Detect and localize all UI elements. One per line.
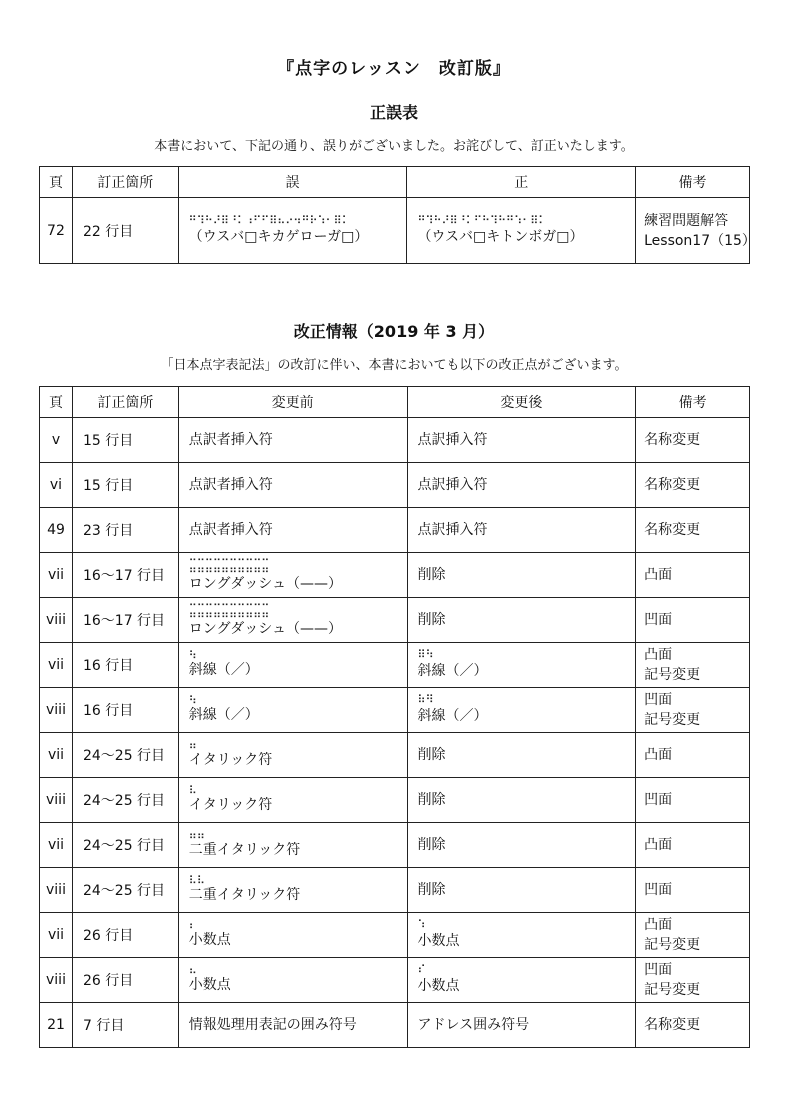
after-cell <box>407 913 636 958</box>
location-cell: 22 行目 <box>72 198 178 264</box>
document-title: 『点字のレッスン 改訂版』 <box>277 59 511 79</box>
after-text: 斜線（／） <box>417 708 488 724</box>
note-line-2: 記号変更 <box>644 937 701 953</box>
after-cell <box>407 418 636 463</box>
after-cell <box>407 643 636 688</box>
after-braille: ⠷⠻ <box>417 693 434 706</box>
note-cell <box>636 733 750 778</box>
page-cell: vii <box>40 553 73 598</box>
before-cell <box>178 733 407 778</box>
revision-col-location: 訂正箇所 <box>72 387 178 418</box>
note-line-1: 練習問題解答 <box>644 212 729 229</box>
page-cell: vi <box>40 463 73 508</box>
before-cell <box>178 868 407 913</box>
revision-note: 「日本点字表記法」の改訂に伴い、本書においても以下の改正点がございます。 <box>160 358 628 373</box>
location-cell: 24～25 行目 <box>72 868 178 913</box>
location-cell: 24～25 行目 <box>72 778 178 823</box>
before-cell <box>178 958 407 1003</box>
after-cell <box>407 463 636 508</box>
before-cell <box>178 463 407 508</box>
page-cell: v <box>40 418 73 463</box>
before-braille: ⠦ <box>188 963 197 977</box>
note-line-1: 名称変更 <box>644 432 701 448</box>
revision-row <box>40 553 750 598</box>
note-line-1: 名称変更 <box>644 1017 701 1033</box>
before-text: 二重イタリック符 <box>188 886 301 903</box>
revision-table <box>39 386 750 1048</box>
after-cell <box>407 958 636 1003</box>
note-line-1: 名称変更 <box>644 477 701 493</box>
note-line-1: 凸面 <box>644 837 673 853</box>
before-cell <box>178 508 407 553</box>
revision-row <box>40 598 750 643</box>
note-cell <box>636 463 750 508</box>
after-cell <box>407 778 636 823</box>
after-text: 小数点 <box>417 933 460 949</box>
revision-row <box>40 868 750 913</box>
note-line-1: 凹面 <box>644 692 673 708</box>
before-text: 点訳者挿入符 <box>188 432 273 448</box>
errata-col-wrong: 誤 <box>178 167 407 198</box>
before-text: ロングダッシュ（——） <box>188 576 342 592</box>
note-cell <box>636 598 750 643</box>
before-text: 二重イタリック符 <box>188 841 301 858</box>
after-cell <box>407 598 636 643</box>
note-cell <box>636 418 750 463</box>
revision-row <box>40 463 750 508</box>
location-cell: 16～17 行目 <box>72 553 178 598</box>
after-text: 斜線（／） <box>417 663 488 679</box>
before-text: 情報処理用表記の囲み符号 <box>188 1017 357 1033</box>
after-text: 削除 <box>417 837 446 853</box>
note-line-1: 凸面 <box>644 647 673 663</box>
note-line-2: 記号変更 <box>644 667 701 683</box>
revision-row <box>40 643 750 688</box>
errata-col-right: 正 <box>407 167 636 198</box>
page-cell: vii <box>40 733 73 778</box>
before-braille: ⠒⠒⠒⠒⠒⠒⠒⠒⠒⠒ ⠶⠶⠶⠶⠶⠶⠶⠶⠶⠶ <box>188 599 270 621</box>
after-text: 削除 <box>417 792 446 808</box>
before-text: 点訳者挿入符 <box>188 477 273 493</box>
note-cell <box>636 508 750 553</box>
note-line-2: 記号変更 <box>644 982 701 998</box>
location-cell: 16 行目 <box>72 688 178 733</box>
revision-header-row <box>40 387 750 418</box>
page-cell: 21 <box>40 1003 73 1048</box>
wrong-braille: ⠛⠹⠓⠜⠿⠘⠅⠰⠋⠋⠿⠦⠔⠲⠛⠗⠱⠂⠿⠅ <box>188 213 350 227</box>
page-cell: viii <box>40 778 73 823</box>
revision-row <box>40 958 750 1003</box>
before-cell <box>178 553 407 598</box>
location-cell: 15 行目 <box>72 463 178 508</box>
note-cell <box>636 823 750 868</box>
after-cell <box>407 553 636 598</box>
errata-row <box>40 198 750 264</box>
note-line-1: 凹面 <box>644 612 673 628</box>
location-cell: 24～25 行目 <box>72 823 178 868</box>
wrong-text: （ウスバ□キカゲローガ□） <box>188 228 369 245</box>
wrong-cell <box>178 198 407 264</box>
revision-row <box>40 418 750 463</box>
after-text: 削除 <box>417 882 446 898</box>
after-text: 削除 <box>417 612 446 628</box>
note-cell <box>636 913 750 958</box>
errata-col-page: 頁 <box>40 167 73 198</box>
after-braille: ⠱ <box>417 918 426 931</box>
errata-col-location: 訂正箇所 <box>72 167 178 198</box>
after-cell <box>407 733 636 778</box>
before-cell <box>178 598 407 643</box>
revision-col-page: 頁 <box>40 387 73 418</box>
revision-row <box>40 688 750 733</box>
errata-col-note: 備考 <box>636 167 750 198</box>
errata-header-row <box>40 167 750 198</box>
revision-col-note: 備考 <box>636 387 750 418</box>
revision-col-before: 変更前 <box>178 387 407 418</box>
note-cell <box>636 198 756 264</box>
before-braille: ⠳ <box>188 693 197 707</box>
right-text: （ウスバ□キトンボガ□） <box>417 228 584 245</box>
before-text: 斜線（／） <box>188 661 259 678</box>
before-text: 点訳者挿入符 <box>188 522 273 538</box>
revision-row <box>40 508 750 553</box>
errata-heading: 正誤表 <box>369 103 418 122</box>
note-line-1: 凸面 <box>644 747 673 763</box>
note-cell <box>636 643 750 688</box>
revision-row <box>40 823 750 868</box>
after-cell <box>407 508 636 553</box>
location-cell: 7 行目 <box>72 1003 178 1048</box>
location-cell: 26 行目 <box>72 913 178 958</box>
note-cell <box>636 778 750 823</box>
note-line-2: Lesson17（15） <box>644 232 756 249</box>
location-cell: 16～17 行目 <box>72 598 178 643</box>
location-cell: 23 行目 <box>72 508 178 553</box>
location-cell: 15 行目 <box>72 418 178 463</box>
location-cell: 24～25 行目 <box>72 733 178 778</box>
note-line-1: 名称変更 <box>644 522 701 538</box>
right-braille: ⠛⠹⠓⠜⠿⠘⠅⠋⠓⠹⠓⠛⠱⠂⠿⠅ <box>417 213 547 227</box>
before-braille: ⠆ <box>188 918 197 932</box>
after-text: 点訳挿入符 <box>417 522 488 538</box>
before-braille: ⠧ <box>188 783 197 797</box>
page-cell: vii <box>40 913 73 958</box>
revision-row <box>40 913 750 958</box>
before-text: 小数点 <box>188 976 231 993</box>
before-text: ロングダッシュ（——） <box>188 621 342 637</box>
before-text: イタリック符 <box>188 751 273 768</box>
before-braille: ⠧⠧ <box>188 873 205 887</box>
after-text: 点訳挿入符 <box>417 477 488 493</box>
revision-row <box>40 733 750 778</box>
before-braille: ⠶⠶ <box>188 828 205 842</box>
revision-heading: 改正情報（2019 年 3 月） <box>293 322 495 341</box>
note-cell <box>636 958 750 1003</box>
note-line-1: 凹面 <box>644 792 673 808</box>
after-text: アドレス囲み符号 <box>417 1017 530 1033</box>
page-cell: viii <box>40 868 73 913</box>
note-line-1: 凹面 <box>644 962 673 978</box>
note-line-1: 凹面 <box>644 882 673 898</box>
before-text: 斜線（／） <box>188 706 259 723</box>
location-cell: 26 行目 <box>72 958 178 1003</box>
note-line-2: 記号変更 <box>644 712 701 728</box>
location-cell: 16 行目 <box>72 643 178 688</box>
before-braille: ⠒⠒⠒⠒⠒⠒⠒⠒⠒⠒ ⠶⠶⠶⠶⠶⠶⠶⠶⠶⠶ <box>188 554 270 576</box>
before-cell <box>178 823 407 868</box>
before-braille: ⠶ <box>188 738 197 752</box>
page-cell: vii <box>40 643 73 688</box>
right-cell <box>407 198 636 264</box>
before-cell <box>178 778 407 823</box>
after-text: 削除 <box>417 567 446 583</box>
after-cell <box>407 868 636 913</box>
note-line-1: 凸面 <box>644 567 673 583</box>
before-cell <box>178 913 407 958</box>
note-cell <box>636 868 750 913</box>
revision-row <box>40 1003 750 1048</box>
errata-note: 本書において、下記の通り、誤りがございました。お詫びして、訂正いたします。 <box>154 139 634 154</box>
note-line-1: 凸面 <box>644 917 673 933</box>
page-cell: 49 <box>40 508 73 553</box>
after-braille: ⠿⠳ <box>417 648 434 661</box>
before-cell <box>178 688 407 733</box>
note-cell <box>636 553 750 598</box>
after-text: 削除 <box>417 747 446 763</box>
note-cell <box>636 688 750 733</box>
page-cell: viii <box>40 688 73 733</box>
page-cell: 72 <box>40 198 73 264</box>
page-cell: vii <box>40 823 73 868</box>
revision-col-after: 変更後 <box>407 387 636 418</box>
after-braille: ⠎ <box>417 963 426 976</box>
page-cell: viii <box>40 958 73 1003</box>
revision-row <box>40 778 750 823</box>
before-cell <box>178 418 407 463</box>
after-text: 点訳挿入符 <box>417 432 488 448</box>
page-cell: viii <box>40 598 73 643</box>
after-cell <box>407 1003 636 1048</box>
before-cell <box>178 643 407 688</box>
before-text: イタリック符 <box>188 796 273 813</box>
after-text: 小数点 <box>417 978 460 994</box>
errata-table <box>39 166 756 264</box>
after-cell <box>407 688 636 733</box>
before-cell <box>178 1003 407 1048</box>
before-text: 小数点 <box>188 931 231 948</box>
note-cell <box>636 1003 750 1048</box>
after-cell <box>407 823 636 868</box>
before-braille: ⠳ <box>188 648 197 662</box>
